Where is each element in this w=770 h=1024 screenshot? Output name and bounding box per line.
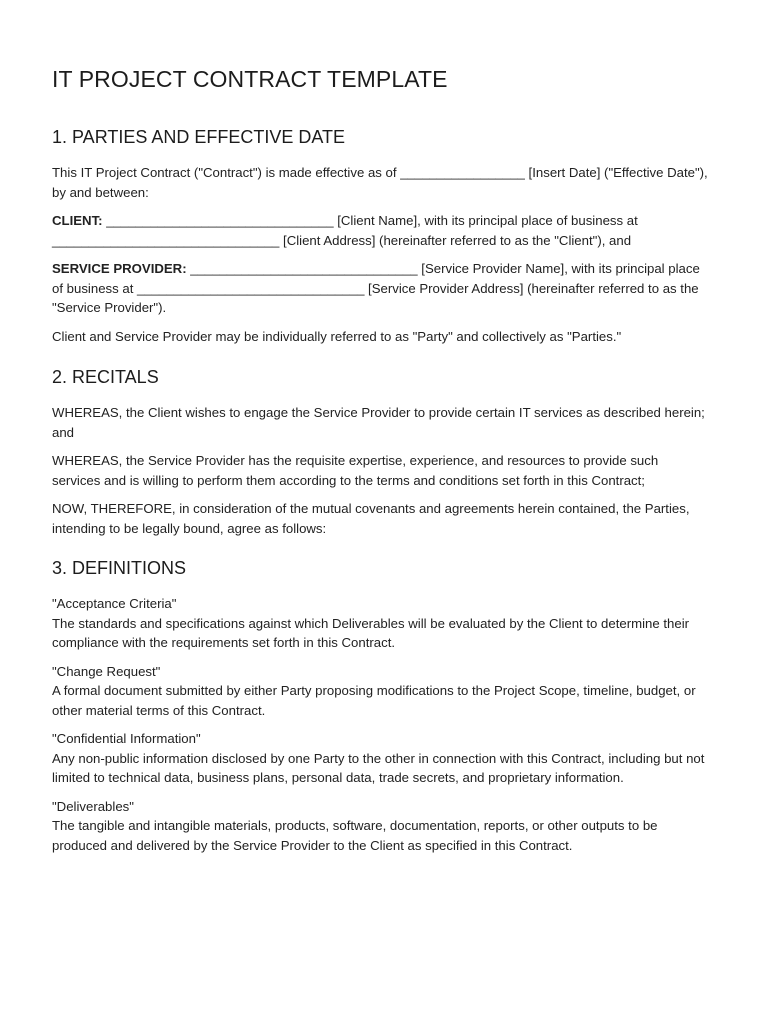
parties-note: Client and Service Provider may be individually referred to as "Party" and collectively as "Parties." bbox=[52, 328, 622, 344]
definition-term: "Deliverables" bbox=[52, 798, 134, 814]
definition-item bbox=[52, 662, 710, 721]
provider-label: SERVICE PROVIDER: bbox=[52, 261, 187, 276]
document-title: IT PROJECT CONTRACT TEMPLATE bbox=[52, 66, 448, 92]
recital-paragraph: NOW, THEREFORE, in consideration of the mutual covenants and agreements herein contained, the Parties, intending to be legally bound, agree as follows: bbox=[52, 501, 690, 536]
client-label: CLIENT: bbox=[52, 213, 103, 228]
provider-paragraph bbox=[52, 259, 710, 318]
section-heading-recitals: 2. RECITALS bbox=[52, 367, 159, 387]
definition-item bbox=[52, 594, 710, 653]
definition-text: Any non-public information disclosed by one Party to the other in connection with this Contract, including but not limited to technical data, business plans, personal data, trade secrets, and proprietary information. bbox=[52, 750, 705, 785]
recital-paragraph: WHEREAS, the Client wishes to engage the Service Provider to provide certain IT services as described herein; and bbox=[52, 405, 705, 440]
definition-term: "Acceptance Criteria" bbox=[52, 596, 177, 611]
definition-text: The standards and specifications against which Deliverables will be evaluated by the Client to determine their compliance with the requirements set forth in this Contract. bbox=[52, 615, 690, 650]
section-heading-definitions: 3. DEFINITIONS bbox=[52, 558, 187, 578]
definition-text: A formal document submitted by either Party proposing modifications to the Project Scope, timeline, budget, or other material terms of this Contract. bbox=[52, 683, 696, 718]
definition-text: The tangible and intangible materials, products, software, documentation, reports, or other outputs to be produced and delivered by the Service Provider to the Client as specified in this Contract. bbox=[52, 818, 658, 853]
definition-term: "Confidential Information" bbox=[52, 731, 201, 746]
recital-paragraph: WHEREAS, the Service Provider has the requisite expertise, experience, and resources to provide such services and is willing to perform them according to the terms and conditions set forth in this Contract; bbox=[52, 453, 659, 488]
client-paragraph bbox=[52, 211, 710, 250]
section-recitals bbox=[52, 367, 710, 538]
section-heading-parties: 1. PARTIES AND EFFECTIVE DATE bbox=[52, 127, 346, 147]
section-definitions bbox=[52, 558, 710, 855]
intro-paragraph: This IT Project Contract ("Contract") is made effective as of _________________ [Insert Date] ("Effective Date"), by and between: bbox=[52, 165, 708, 200]
definition-item bbox=[52, 797, 710, 856]
definition-item bbox=[52, 729, 710, 788]
client-text: _______________________________ [Client Name], with its principal place of business at _______________________________ [Client Address] (hereinafter referred to as the "Client"), and bbox=[52, 213, 638, 248]
section-parties bbox=[52, 127, 710, 346]
definition-term: "Change Request" bbox=[52, 663, 161, 679]
provider-text: _______________________________ [Service Provider Name], with its principal place of business at _______________________________ [Service Provider Address] (hereinafter referred to as the "Service Provider"). bbox=[52, 261, 700, 315]
